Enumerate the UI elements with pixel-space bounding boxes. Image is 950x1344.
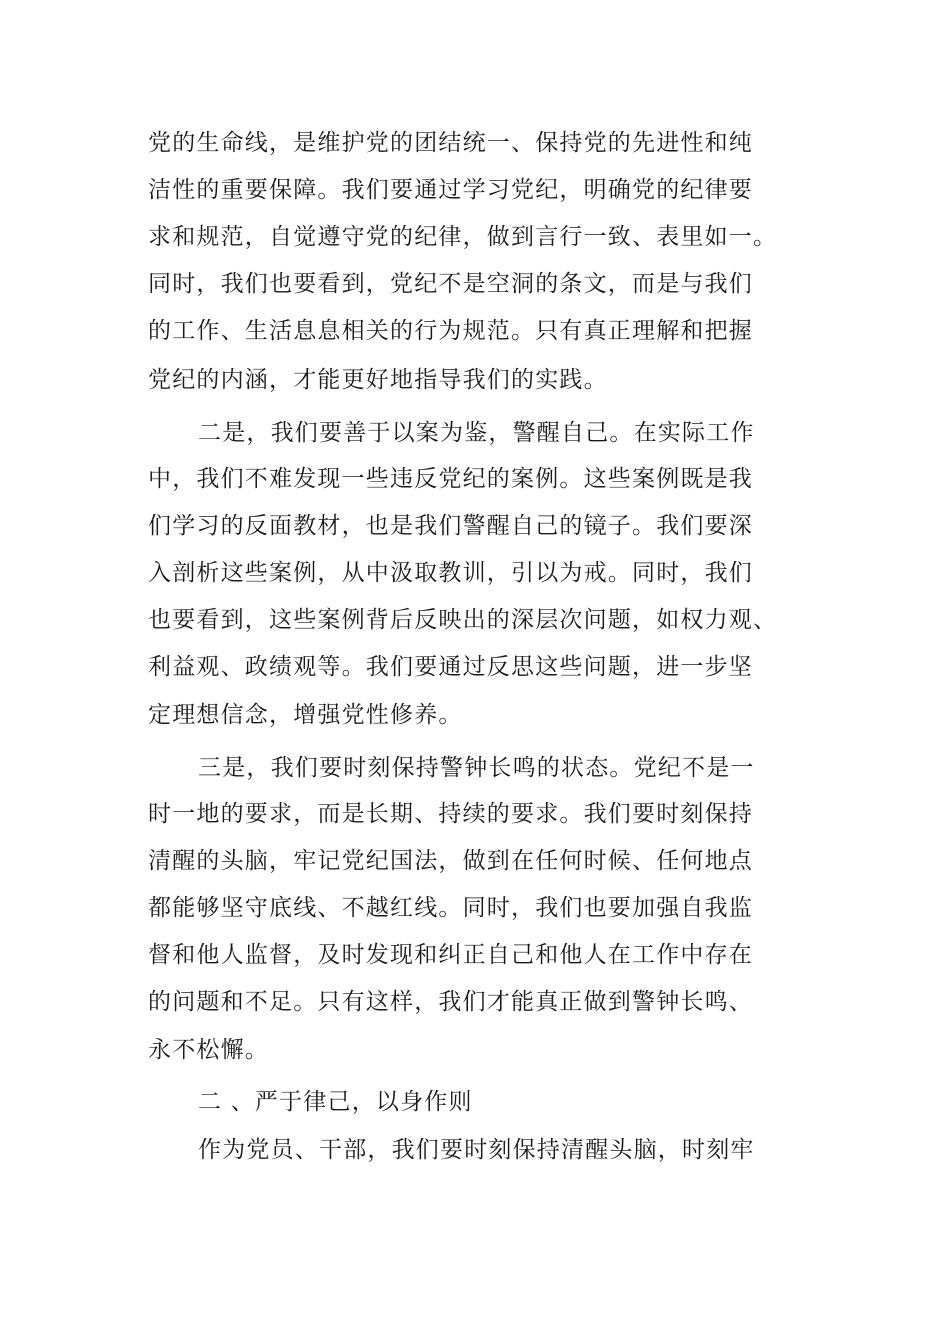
text-line: 的问题和不足。只有这样，我们才能真正做到警钟长鸣、 xyxy=(148,989,753,1015)
text-line: 同时，我们也要看到，党纪不是空洞的条文，而是与我们 xyxy=(148,271,753,297)
paragraph-start-line: 作为党员、干部，我们要时刻保持清醒头脑，时刻牢 xyxy=(198,1137,755,1163)
text-line: 督和他人监督，及时发现和纠正自己和他人在工作中存在 xyxy=(148,942,753,968)
text-line: 时一地的要求，而是长期、持续的要求。我们要时刻保持 xyxy=(148,801,753,827)
text-line: 定理想信念，增强党性修养。 xyxy=(148,702,463,728)
text-line: 都能够坚守底线、不越红线。同时，我们也要加强自我监 xyxy=(148,895,753,921)
text-line: 们学习的反面教材，也是我们警醒自己的镜子。我们要深 xyxy=(148,513,753,539)
text-line: 也要看到，这些案例背后反映出的深层次问题，如权力观、 xyxy=(148,607,778,633)
text-line: 党的生命线，是维护党的团结统一、保持党的先进性和纯 xyxy=(148,130,753,156)
text-line: 的工作、生活息息相关的行为规范。只有真正理解和把握 xyxy=(148,318,753,344)
paragraph-start-line: 二是，我们要善于以案为鉴，警醒自己。在实际工作 xyxy=(198,420,755,446)
text-line: 党纪的内涵，才能更好地指导我们的实践。 xyxy=(148,367,608,393)
text-line: 求和规范，自觉遵守党的纪律，做到言行一致、表里如一。 xyxy=(148,224,778,250)
text-line: 入剖析这些案例，从中汲取教训，引以为戒。同时，我们 xyxy=(148,560,753,586)
text-line: 中，我们不难发现一些违反党纪的案例。这些案例既是我 xyxy=(148,466,753,492)
text-line: 利益观、政绩观等。我们要通过反思这些问题，进一步坚 xyxy=(148,654,753,680)
text-line: 洁性的重要保障。我们要通过学习党纪，明确党的纪律要 xyxy=(148,177,753,203)
paragraph-start-line: 三是，我们要时刻保持警钟长鸣的状态。党纪不是一 xyxy=(198,755,755,781)
text-line: 清醒的头脑，牢记党纪国法，做到在任何时候、任何地点 xyxy=(148,848,753,874)
text-line: 永不松懈。 xyxy=(148,1037,269,1063)
section-heading: 二 、严于律己，以身作则 xyxy=(198,1089,473,1115)
